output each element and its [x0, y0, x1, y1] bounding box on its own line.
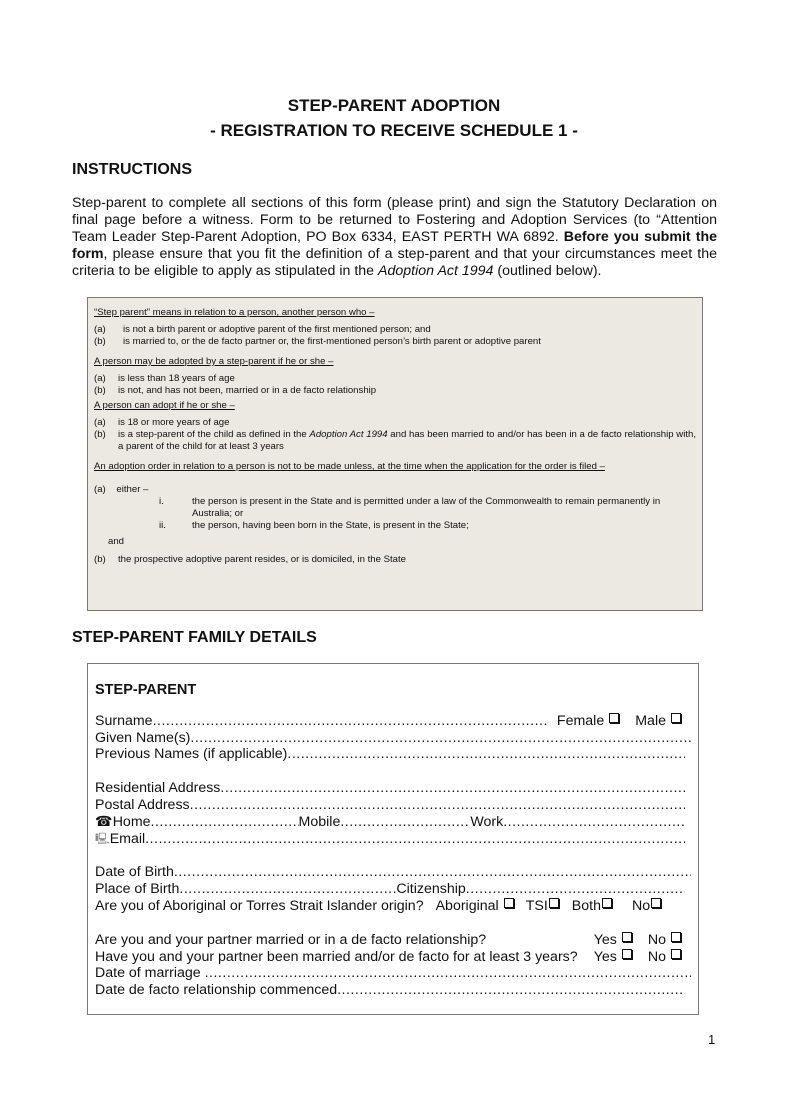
label: TSI	[525, 897, 548, 914]
three-years-question	[95, 949, 691, 966]
no-checkbox[interactable]	[651, 898, 661, 908]
item-key: (a)	[94, 324, 106, 335]
form-heading: STEP-PARENT	[95, 682, 197, 698]
label: Citizenship	[396, 881, 466, 898]
item-text: the person is present in the State and is permitted under a law of the Commonwealth to remain permanently in Australia; or	[192, 496, 661, 519]
item-text: is 18 or more years of age	[118, 417, 230, 428]
item-text: is married to, or the de facto partner or, the first-mentioned person’s birth parent or adoptive parent	[123, 336, 541, 347]
item-text: is not a birth parent or adoptive parent of the first mentioned person; and	[123, 324, 431, 335]
label: Are you and your partner married or in a de facto relationship?	[95, 931, 487, 948]
label: Aboriginal	[435, 897, 499, 914]
item-key: (a)	[94, 373, 106, 384]
label: Home	[112, 813, 151, 830]
eligibility-box	[87, 297, 703, 611]
act-name: Adoption Act 1994	[378, 263, 494, 279]
family-details-heading: STEP-PARENT FAMILY DETAILS	[72, 629, 317, 646]
text: and has been married to and/or has been in a de facto relationship with, a parent of the child for at least 3 years	[118, 429, 696, 452]
item-key: (b)	[94, 554, 106, 565]
aboriginal-checkbox[interactable]	[504, 898, 514, 908]
label: Work	[470, 813, 504, 830]
citizenship-input[interactable]	[466, 881, 685, 898]
label: No	[631, 897, 651, 914]
label: Place of Birth	[95, 881, 180, 898]
item-key: ii.	[159, 520, 166, 531]
text: , please ensure that you fit the definition of a step-parent and that your circumstances meet the criteria to be eligible to apply as stipulated in the	[72, 246, 717, 279]
computer-icon: 🖳	[95, 832, 110, 845]
both-checkbox[interactable]	[602, 898, 612, 908]
label: Given Name(s)	[95, 729, 191, 746]
and-label: and	[108, 536, 125, 547]
label: Are you of Aboriginal or Torres Strait Islander origin?	[95, 897, 424, 914]
order-heading: An adoption order in relation to a person is not to be made unless, at the time when the application for the order is filed –	[94, 461, 605, 472]
item-key: i.	[159, 496, 164, 507]
item-text: the prospective adoptive parent resides, or is domiciled, in the State	[118, 554, 406, 565]
home-phone-input[interactable]	[151, 814, 299, 831]
surname-field[interactable]	[95, 713, 691, 730]
three-years-no-checkbox[interactable]	[671, 949, 681, 959]
label: Female	[556, 712, 605, 729]
item-key: (b)	[94, 385, 106, 396]
label: Both	[571, 897, 601, 914]
text: Step-parent to complete all sections of this form (please print) and sign the Statutory Declaration on final page before a witness. Form to be returned to Fostering and Adoption Services (to “Attention Team Leader Step-Parent Adoption, PO Box 6334, EAST PERTH WA 6892.	[72, 195, 717, 245]
aboriginal-question	[95, 898, 691, 915]
label: Date of marriage	[95, 965, 205, 982]
item-key: (a)	[94, 417, 106, 428]
dob-field[interactable]	[95, 864, 691, 881]
either-label: (a) either –	[94, 484, 149, 495]
label: No	[647, 931, 666, 948]
given-names-field[interactable]	[95, 730, 691, 747]
male-checkbox[interactable]	[671, 713, 681, 723]
residential-address-field[interactable]	[95, 780, 691, 797]
text-bold: Before you submit the form	[72, 229, 717, 262]
mobile-input[interactable]	[340, 814, 470, 831]
married-yes-checkbox[interactable]	[622, 932, 632, 942]
label: Date de facto relationship commenced	[95, 982, 338, 999]
text: (outlined below).	[493, 263, 602, 279]
three-years-yes-checkbox[interactable]	[622, 949, 632, 959]
work-input[interactable]	[503, 814, 685, 831]
married-no-checkbox[interactable]	[671, 932, 681, 942]
definition-heading: “Step parent” means in relation to a person, another person who –	[94, 307, 375, 318]
label: Residential Address	[95, 780, 221, 797]
label: No	[647, 948, 666, 965]
text: is a step-parent of the child as defined in the	[118, 429, 310, 440]
item-text: is less than 18 years of age	[118, 373, 235, 384]
phone-fields[interactable]	[95, 814, 691, 831]
label: Date of Birth	[95, 864, 174, 881]
previous-names-field[interactable]	[95, 746, 691, 763]
subtitle: - REGISTRATION TO RECEIVE SCHEDULE 1 -	[210, 121, 578, 140]
email-field[interactable]	[95, 831, 691, 848]
item-text	[118, 429, 696, 453]
instructions-paragraph	[72, 195, 717, 280]
label: Have you and your partner been married and/or de facto for at least 3 years?	[95, 948, 578, 965]
page-number: 1	[708, 1032, 716, 1047]
title: STEP-PARENT ADOPTION	[287, 96, 501, 115]
item-key: (b)	[94, 429, 106, 440]
label: Yes	[593, 948, 617, 965]
instructions-heading: INSTRUCTIONS	[72, 161, 192, 178]
step-parent-form	[87, 663, 699, 1015]
female-checkbox[interactable]	[609, 713, 619, 723]
item-key: (b)	[94, 336, 106, 347]
label: Yes	[593, 931, 617, 948]
item-text: is not, and has not been, married or in a de facto relationship	[118, 385, 377, 396]
married-question	[95, 932, 691, 949]
label: Postal Address	[95, 796, 190, 813]
postal-address-field[interactable]	[95, 797, 691, 814]
label: Previous Names (if applicable)	[95, 746, 288, 763]
item-text: the person, having been born in the State, is present in the State;	[192, 520, 469, 531]
marriage-date-field[interactable]	[95, 965, 691, 982]
pob-field[interactable]	[95, 881, 691, 898]
act-name: Adoption Act 1994	[309, 429, 388, 440]
label: Male	[635, 712, 666, 729]
defacto-date-field[interactable]	[95, 982, 691, 999]
adopt-heading: A person can adopt if he or she –	[94, 400, 235, 411]
phone-icon: ☎	[95, 813, 113, 830]
label: Mobile	[298, 813, 341, 830]
tsi-checkbox[interactable]	[549, 898, 559, 908]
adopted-heading: A person may be adopted by a step-parent if he or she –	[94, 356, 334, 367]
label: Surname	[95, 712, 153, 729]
label: Email	[109, 830, 146, 847]
